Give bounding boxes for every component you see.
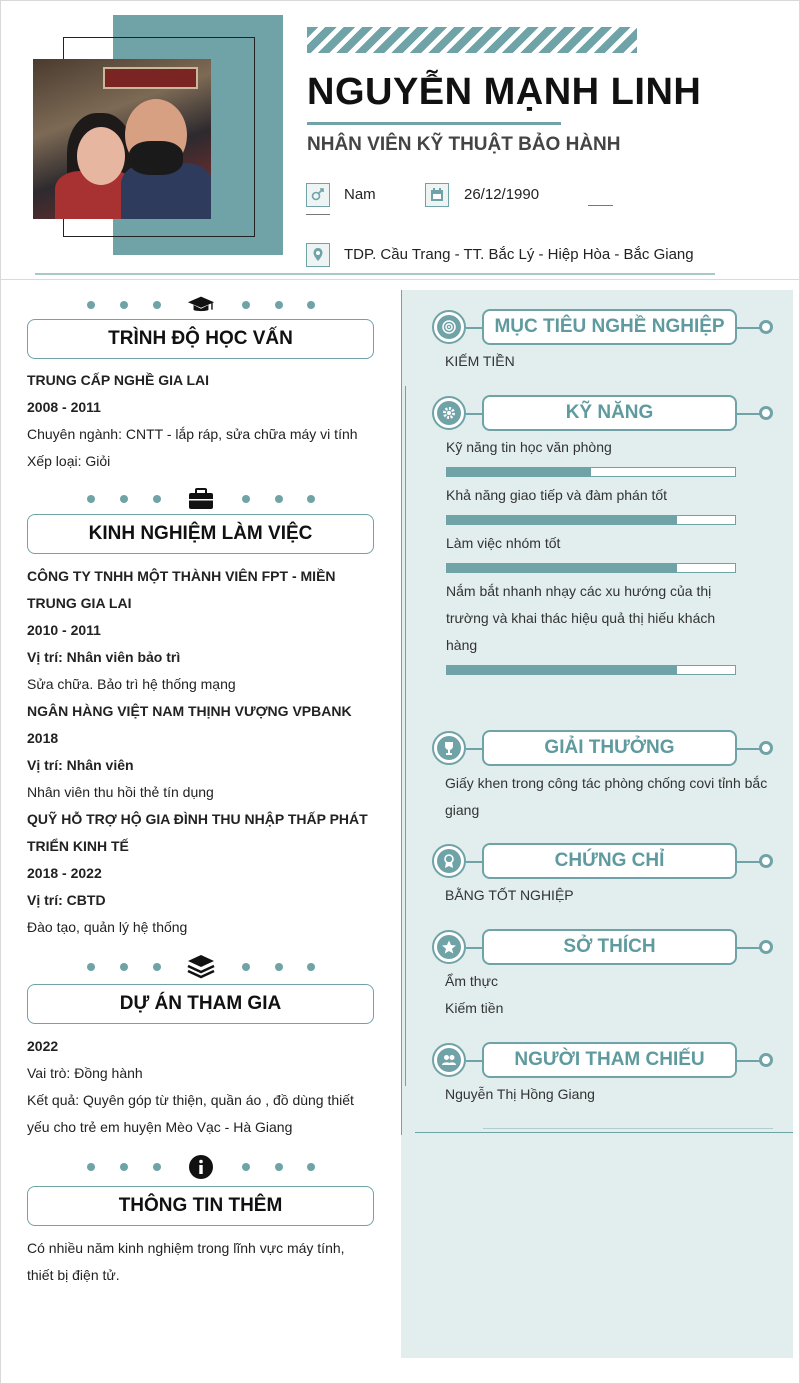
connector: [737, 947, 761, 949]
skill-label: trường và khai thác hiệu quả thị hiếu khách: [446, 610, 716, 626]
gear-icon: [432, 396, 466, 430]
references-text: Nguyễn Thị Hồng Giang: [445, 1086, 595, 1102]
header-divider: [35, 273, 715, 275]
section-dots: [87, 294, 313, 316]
project-year: 2022: [27, 1038, 59, 1054]
hobby-item: Kiếm tiền: [445, 1000, 504, 1016]
education-grade: Xếp loại: Giỏi: [27, 453, 111, 469]
section-dots: [87, 488, 313, 510]
company-name: TRUNG GIA LAI: [27, 595, 132, 611]
connector: [466, 947, 482, 949]
connector-end: [759, 940, 773, 954]
section-title-projects: DỰ ÁN THAM GIA: [27, 984, 374, 1024]
empty-field-dash: [588, 205, 613, 206]
briefcase-icon: [187, 488, 215, 510]
skill-label: Làm việc nhóm tốt: [446, 535, 561, 551]
project-result: yếu cho trẻ em huyện Mèo Vạc - Hà Giang: [27, 1119, 293, 1135]
layers-icon: [187, 956, 215, 978]
location-icon: [306, 243, 330, 267]
company-name: CÔNG TY TNHH MỘT THÀNH VIÊN FPT - MIỀN: [27, 568, 336, 584]
section-title-skills: KỸ NĂNG: [482, 395, 737, 431]
section-title-objective: MỤC TIÊU NGHỀ NGHIỆP: [482, 309, 737, 345]
connector: [466, 748, 482, 750]
job-position: Vị trí: Nhân viên: [27, 757, 134, 773]
skill-label: Nắm bắt nhanh nhạy các xu hướng của thị: [446, 583, 712, 599]
medal-icon: [432, 844, 466, 878]
company-name: TRIỂN KINH TẾ: [27, 838, 129, 854]
connector-end: [759, 1053, 773, 1067]
skill-bar-fill: [447, 564, 677, 572]
dob-value: 26/12/1990: [464, 186, 540, 203]
connector: [737, 748, 761, 750]
connector: [466, 861, 482, 863]
right-divider: [415, 1132, 793, 1133]
connector: [737, 327, 761, 329]
job-years: 2010 - 2011: [27, 622, 101, 638]
job-years: 2018 - 2022: [27, 865, 102, 881]
star-icon: [432, 930, 466, 964]
company-name: QUỸ HỖ TRỢ HỘ GIA ĐÌNH THU NHẬP THẤP PHÁT: [27, 811, 368, 827]
skill-bar-fill: [447, 516, 677, 524]
name-underline: [307, 122, 561, 125]
extra-text: Có nhiều năm kinh nghiệm trong lĩnh vực máy tính,: [27, 1240, 345, 1256]
skill-bar: [446, 515, 736, 525]
column-divider-inner: [405, 386, 406, 1086]
objective-text: KIẾM TIỀN: [445, 353, 515, 369]
calendar-icon: [425, 183, 449, 207]
connector: [737, 861, 761, 863]
connector: [466, 1060, 482, 1062]
skill-bar: [446, 665, 736, 675]
section-title-awards: GIẢI THƯỞNG: [482, 730, 737, 766]
profile-photo: [33, 59, 211, 219]
education-years: 2008 - 2011: [27, 399, 101, 415]
skill-bar-fill: [447, 666, 677, 674]
company-name: NGÂN HÀNG VIỆT NAM THỊNH VƯỢNG VPBANK: [27, 703, 352, 719]
skill-bar: [446, 563, 736, 573]
connector: [466, 413, 482, 415]
project-result: Kết quả: Quyên góp từ thiện, quần áo , đồ dùng thiết: [27, 1092, 354, 1108]
people-icon: [432, 1043, 466, 1077]
connector-end: [759, 406, 773, 420]
section-title-hobbies: SỞ THÍCH: [482, 929, 737, 965]
connector: [737, 413, 761, 415]
skill-label: Khả năng giao tiếp và đàm phán tốt: [446, 487, 668, 503]
section-title-experience: KINH NGHIỆM LÀM VIỆC: [27, 514, 374, 554]
job-years: 2018: [27, 730, 59, 746]
connector: [466, 327, 482, 329]
awards-text: Giấy khen trong công tác phòng chống covi tỉnh bắc: [445, 775, 768, 791]
skill-label: hàng: [446, 637, 478, 653]
certificates-text: BẰNG TỐT NGHIỆP: [445, 887, 574, 903]
awards-text: giang: [445, 802, 480, 818]
job-desc: Nhân viên thu hồi thẻ tín dụng: [27, 784, 214, 800]
gender-icon: [306, 183, 330, 207]
school-name: TRUNG CẤP NGHỀ GIA LAI: [27, 372, 210, 388]
education-major: Chuyên ngành: CNTT - lắp ráp, sửa chữa máy vi tính: [27, 426, 358, 442]
project-role: Vai trò: Đồng hành: [27, 1065, 143, 1081]
header-divider-thin: [1, 279, 800, 280]
address-value: TDP. Cầu Trang - TT. Bắc Lý - Hiệp Hòa - Bắc Giang: [344, 246, 694, 263]
info-icon: [187, 1156, 215, 1178]
candidate-name: NGUYỄN MẠNH LINH: [307, 71, 702, 113]
section-title-education: TRÌNH ĐỘ HỌC VẤN: [27, 319, 374, 359]
job-title: NHÂN VIÊN KỸ THUẬT BẢO HÀNH: [307, 134, 621, 155]
job-position: Vị trí: Nhân viên bảo trì: [27, 649, 181, 665]
section-title-extra: THÔNG TIN THÊM: [27, 1186, 374, 1226]
skill-bar: [446, 467, 736, 477]
section-title-certificates: CHỨNG CHỈ: [482, 843, 737, 879]
section-dots: [87, 1156, 313, 1178]
job-desc: Sửa chữa. Bảo trì hệ thống mạng: [27, 676, 236, 692]
job-desc: Đào tạo, quản lý hệ thống: [27, 919, 188, 935]
target-icon: [432, 310, 466, 344]
extra-text: thiết bị điện tử.: [27, 1267, 120, 1283]
trophy-icon: [432, 731, 466, 765]
empty-field-dash: [306, 214, 330, 215]
section-title-references: NGƯỜI THAM CHIẾU: [482, 1042, 737, 1078]
skill-bar-fill: [447, 468, 591, 476]
connector-end: [759, 854, 773, 868]
header-stripes: [307, 27, 637, 53]
section-dots: [87, 956, 313, 978]
connector-end: [759, 320, 773, 334]
hobby-item: Ẩm thực: [445, 973, 498, 989]
column-divider: [401, 290, 402, 1135]
right-divider: [483, 1128, 773, 1129]
graduation-cap-icon: [187, 294, 215, 316]
connector: [737, 1060, 761, 1062]
skill-label: Kỹ năng tin học văn phòng: [446, 439, 612, 455]
job-position: Vị trí: CBTD: [27, 892, 106, 908]
connector-end: [759, 741, 773, 755]
gender-value: Nam: [344, 186, 376, 203]
